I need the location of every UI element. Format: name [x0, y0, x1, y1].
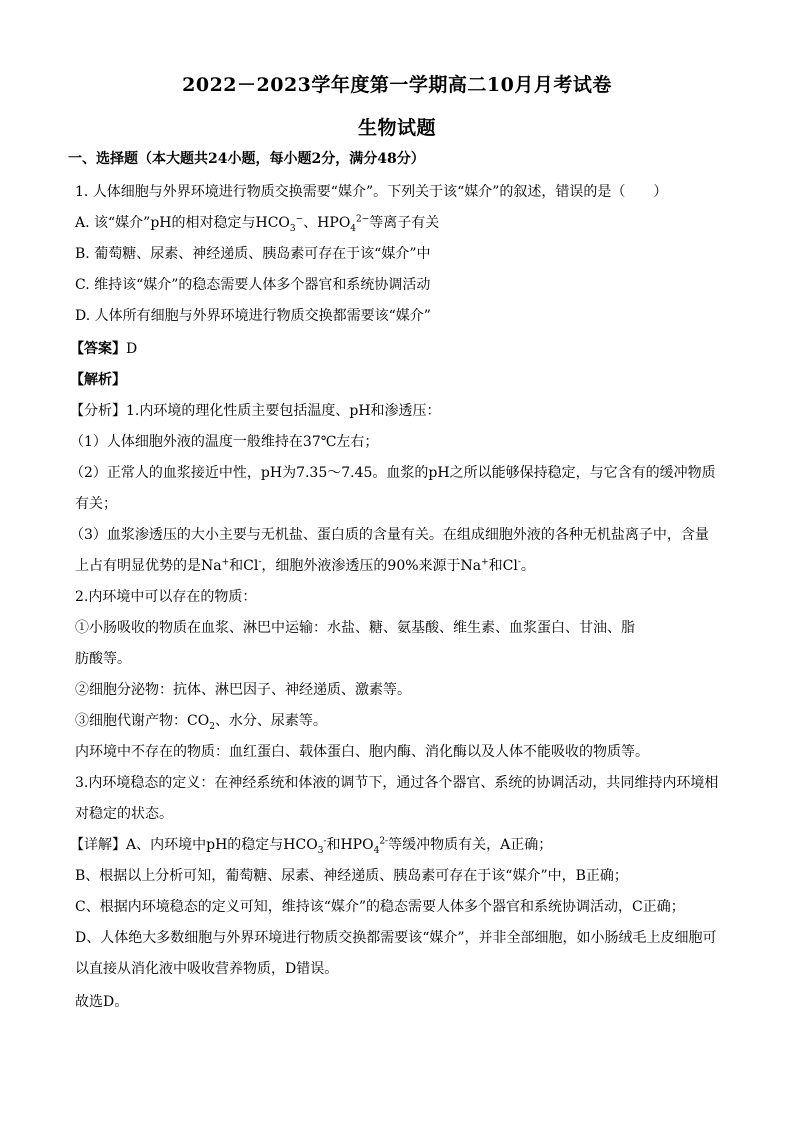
analysis-p8	[75, 711, 725, 731]
analysis-p5: 2.内环境中可以存在的物质：	[75, 589, 257, 605]
answer-label: 【答案】	[70, 341, 126, 357]
analysis-p3a: （2）正常人的血浆接近中性，pH为7.35～7.45。血浆的pH之所以能够保持稳定，与它含有的缓冲物质	[70, 465, 716, 481]
analysis-p10b: 对稳定的状态。	[75, 806, 173, 822]
option-a-sup2: 2−	[356, 214, 370, 225]
analysis-p6b: 肪酸等。	[75, 651, 131, 667]
p4b-sup2: -	[258, 557, 262, 568]
detail-d-line2: 以直接从消化液中吸收营养物质，D错误。	[75, 961, 339, 977]
analysis-p2: （1）人体细胞外液的温度一般维持在37℃左右；	[70, 434, 379, 450]
option-a-sub2: 4	[350, 223, 357, 234]
option-a	[75, 213, 725, 233]
analysis-label: 【解析】	[70, 372, 126, 388]
d1-sup2: 2-	[379, 836, 389, 847]
option-b: B. 葡萄糖、尿素、神经递质、胰岛素可存在于该“媒介”中	[75, 246, 431, 262]
option-c: C. 维持该“媒介”的稳态需要人体多个器官和系统协调活动	[75, 277, 431, 293]
p8-text2: 、水分、尿素等。	[214, 713, 327, 729]
analysis-p3b: 有关；	[75, 496, 117, 512]
answer-line	[70, 339, 720, 359]
option-a-sup1: −	[295, 214, 304, 225]
analysis-p9: 内环境中不存在的物质：血红蛋白、载体蛋白、胞内酶、消化酶以及人体不能吸收的物质等。	[75, 744, 649, 760]
detail-d-line1: D、人体绝大多数细胞与外界环境进行物质交换都需要该“媒介”，并非全部细胞，如小肠绒毛上皮细胞可	[75, 930, 717, 946]
d1-text3: 等缓冲物质有关，A正确；	[388, 837, 553, 853]
detail-c: C、根据内环境稳态的定义可知，维持该“媒介”的稳态需要人体多个器官和系统协调活动，C正确；	[75, 899, 685, 915]
p4b-text3: ，细胞外液渗透压的90%来源于Na	[261, 558, 482, 574]
analysis-p4b	[75, 556, 725, 576]
d1-text1: 【详解】A、内环境中pH的稳定与HCO	[70, 837, 318, 853]
analysis-p4a: （3）血浆渗透压的大小主要与无机盐、蛋白质的含量有关。在组成细胞外液的各种无机盐离子中，含量	[70, 527, 709, 543]
section-heading: 一、选择题（本大题共24小题，每小题2分，满分48分）	[68, 151, 425, 167]
option-a-text3: 等离子有关	[369, 215, 440, 231]
analysis-p7: ②细胞分泌物：抗体、淋巴因子、神经递质、激素等。	[75, 682, 411, 698]
detail-b: B、根据以上分析可知，葡萄糖、尿素、神经递质、胰岛素可存在于该“媒介”中，B正确；	[75, 868, 628, 884]
p8-text1: ③细胞代谢产物：CO	[75, 713, 210, 729]
analysis-p10a: 3.内环境稳态的定义：在神经系统和体液的调节下，通过各个器官、系统的协调活动，共同维持内环境相	[75, 775, 719, 791]
analysis-p1: 【分析】1.内环境的理化性质主要包括温度、pH和渗透压：	[70, 403, 441, 419]
option-a-text2: 、HPO	[303, 215, 351, 231]
answer-value: D	[126, 341, 138, 357]
question-stem: 1. 人体细胞与外界环境进行物质交换需要“媒介”。下列关于该“媒介”的叙述，错误的是（ ）	[75, 184, 668, 200]
page-subtitle: 生物试题	[357, 117, 436, 139]
page-title: 2022－2023学年度第一学期高二10月月考试卷	[182, 74, 612, 96]
p4b-sup4: -	[517, 557, 521, 568]
option-a-sub1: 3	[289, 223, 296, 234]
p4b-text4: 和Cl	[488, 558, 518, 574]
d1-sub2: 4	[373, 845, 380, 856]
conclusion: 故选D。	[75, 994, 129, 1010]
p4b-text1: 上占有明显优势的是Na	[75, 558, 222, 574]
option-a-text: A. 该“媒介”pH的相对稳定与HCO	[75, 215, 290, 231]
d1-sup1: -	[323, 836, 327, 847]
p4b-text2: 和Cl	[229, 558, 259, 574]
d1-sub1: 3	[317, 845, 324, 856]
p4b-text5: 。	[520, 558, 535, 574]
analysis-p6a: ①小肠吸收的物质在血浆、淋巴中运输：水盐、糖、氨基酸、维生素、血浆蛋白、甘油、脂	[75, 620, 635, 636]
option-d: D. 人体所有细胞与外界环境进行物质交换都需要该“媒介”	[75, 308, 431, 324]
p4b-sup1: +	[221, 557, 230, 568]
d1-text2: 和HPO	[326, 837, 374, 853]
p8-sub: 2	[209, 721, 215, 732]
detail-a	[70, 835, 720, 855]
p4b-sup3: +	[481, 557, 489, 568]
